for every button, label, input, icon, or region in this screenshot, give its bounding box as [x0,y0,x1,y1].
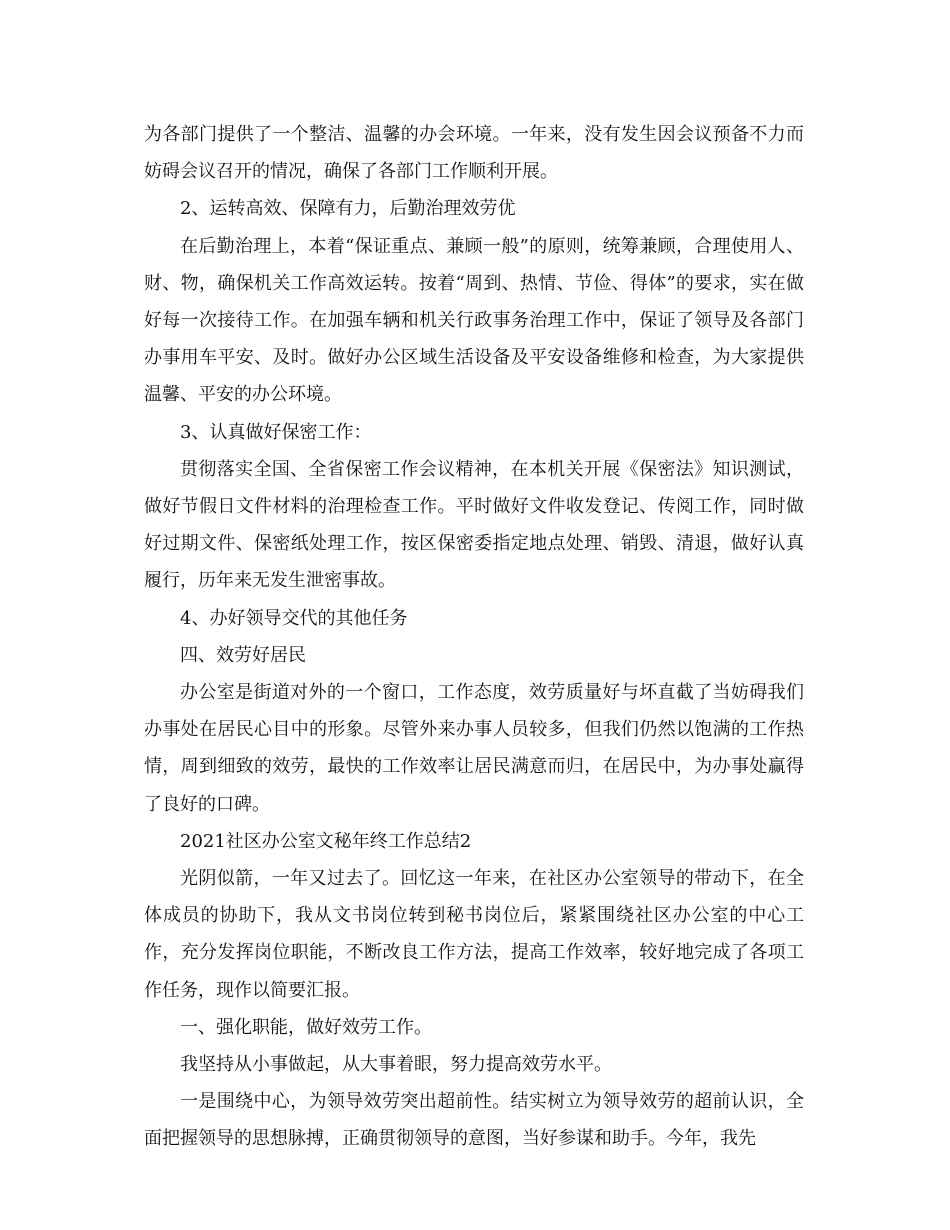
paragraph-heading-logistics: 2、运转高效、保障有力，后勤治理效劳优 [180,198,516,220]
paragraph-heading-other-tasks: 4、办好领导交代的其他任务 [180,607,408,629]
document-body [144,116,804,1158]
paragraph-small-things: 我坚持从小事做起，从大事着眼，努力提高效劳水平。 [180,1054,612,1076]
paragraph-serve-residents: 办公室是街道对外的一个窗口，工作态度，效劳质量好与坏直截了当妨碍我们办事处在居民心目中的形象。尽管外来办事人员较多，但我们仍然以饱满的工作热情，周到细致的效劳，最快的工作效率让居民满意而归，在居民中，为办事处赢得了良好的口碑。 [144,682,804,815]
paragraph-logistics: 在后勤治理上，本着“保证重点、兼顾一般”的原则，统筹兼顾，合理使用人、财、物，确保机关工作高效运转。按着“周到、热情、节俭、得体”的要求，实在做好每一次接待工作。在加强车辆和机关行政事务治理工作中，保证了领导及各部门办事用车平安、及时。做好办公区域生活设备及平安设备维修和检查，为大家提供温馨、平安的办公环境。 [144,235,804,406]
paragraph-first-point: 一是围绕中心，为领导效劳突出超前性。结实树立为领导效劳的超前认识，全面把握领导的思想脉搏，正确贯彻领导的意图，当好参谋和助手。今年，我先 [144,1091,804,1150]
section-title-summary-2: 2021社区办公室文秘年终工作总结2 [180,830,472,852]
paragraph-heading-confidentiality: 3、认真做好保密工作： [180,421,372,443]
paragraph-continuation: 为各部门提供了一个整洁、温馨的办会环境。一年来，没有发生因会议预备不力而妨碍会议召开的情况，确保了各部门工作顺利开展。 [144,124,804,183]
paragraph-confidentiality: 贯彻落实全国、全省保密工作会议精神，在本机关开展《保密法》知识测试，做好节假日文件材料的治理检查工作。平时做好文件收发登记、传阅工作，同时做好过期文件、保密纸处理工作，按区保密委指定地点处理、销毁、清退，做好认真履行，历年来无发生泄密事故。 [144,458,804,592]
paragraph-intro: 光阴似箭，一年又过去了。回忆这一年来，在社区办公室领导的带动下，在全体成员的协助下，我从文书岗位转到秘书岗位后，紧紧围绕社区办公室的中心工作，充分发挥岗位职能，不断改良工作方法，提高工作效率，较好地完成了各项工作任务，现作以简要汇报。 [144,868,804,1001]
paragraph-heading-serve-residents: 四、效劳好居民 [180,644,306,666]
paragraph-heading-strengthen: 一、强化职能，做好效劳工作。 [180,1016,432,1038]
